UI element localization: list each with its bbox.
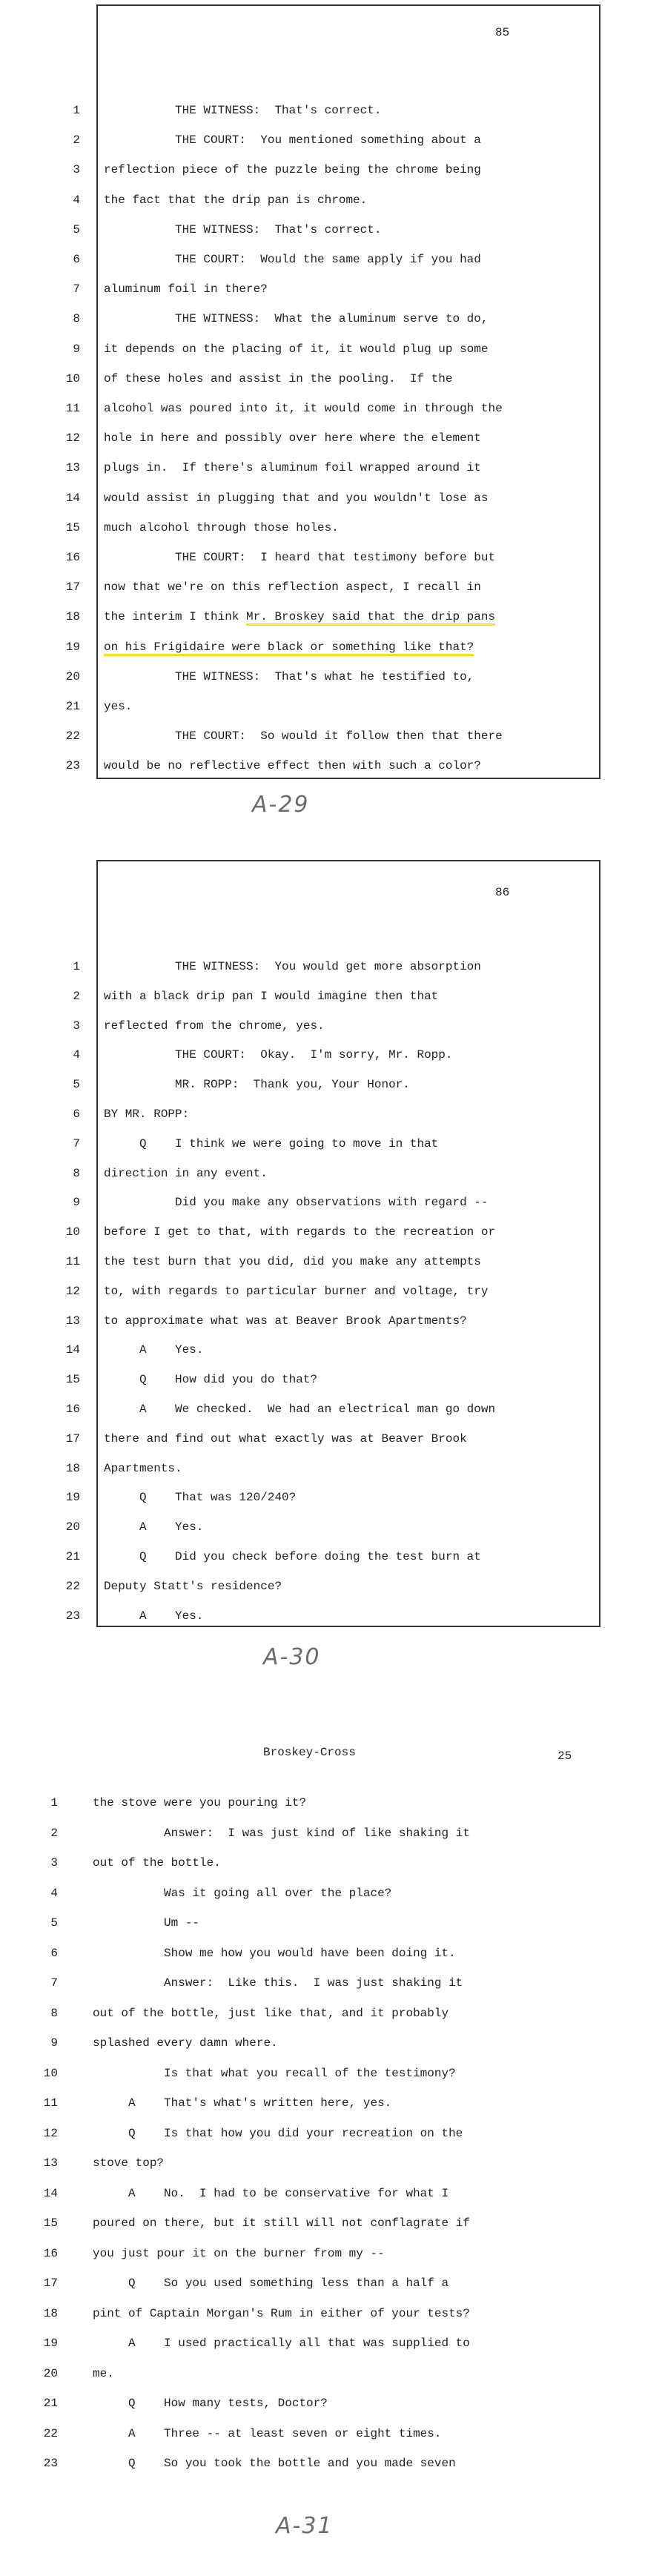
line-text: A We checked. We had an electrical man go down: [104, 1403, 496, 1416]
line-number: 19: [65, 1491, 80, 1505]
line-number: 11: [43, 2096, 58, 2110]
transcript-page-85: [0, 0, 662, 838]
line-text: Q How many tests, Doctor?: [93, 2397, 328, 2410]
line-number: 4: [73, 193, 80, 207]
page-number: 86: [495, 886, 510, 899]
line-number: 4: [50, 1886, 58, 1900]
line-text: Q That was 120/240?: [104, 1491, 297, 1505]
line-number: 13: [65, 1314, 80, 1328]
page-header: Broskey-Cross: [263, 1746, 356, 1759]
line-number: 11: [65, 1255, 80, 1268]
line-number: 1: [73, 960, 80, 973]
line-text: with a black drip pan I would imagine then that: [104, 989, 439, 1003]
line-number: 19: [43, 2337, 58, 2350]
line-number: 7: [73, 282, 80, 297]
line-number: 20: [43, 2366, 58, 2380]
line-text: direction in any event.: [104, 1166, 268, 1180]
line-number: 16: [65, 1403, 80, 1416]
line-text: me.: [93, 2366, 114, 2380]
line-text: stove top?: [93, 2156, 165, 2170]
line-number: 8: [73, 312, 80, 326]
line-number: 16: [43, 2246, 58, 2260]
line-number: 19: [65, 640, 80, 654]
line-text: splashed every damn where.: [93, 2036, 278, 2050]
line-number: 21: [43, 2397, 58, 2410]
line-text: THE COURT: Okay. I'm sorry, Mr. Ropp.: [104, 1048, 453, 1062]
line-number: 3: [73, 1019, 80, 1033]
line-number: 17: [65, 580, 80, 595]
line-number: 15: [65, 520, 80, 534]
line-text: out of the bottle, just like that, and it probably: [93, 2006, 449, 2020]
line-number: 2: [50, 1826, 58, 1840]
line-number: 13: [43, 2156, 58, 2170]
line-number: 8: [73, 1166, 80, 1180]
line-number: 7: [73, 1136, 80, 1150]
line-number: 17: [65, 1431, 80, 1446]
line-number: 4: [73, 1048, 80, 1062]
line-text: Q How did you do that?: [104, 1373, 318, 1387]
line-text: THE WITNESS: What the aluminum serve to do,: [104, 312, 489, 326]
line-text: A Yes.: [104, 1609, 204, 1623]
line-text: the test burn that you did, did you make any attempts: [104, 1255, 481, 1268]
line-text: reflected from the chrome, yes.: [104, 1019, 325, 1033]
transcript-page-25: [0, 1705, 662, 2576]
line-text: A No. I had to be conservative for what I: [93, 2186, 449, 2200]
line-text: Apartments.: [104, 1461, 182, 1475]
line-number: 2: [73, 989, 80, 1003]
line-text: would assist in plugging that and you wouldn't lose as: [104, 491, 489, 505]
line-number: 21: [65, 700, 80, 713]
exhibit-label: A-29: [252, 792, 310, 818]
line-text: THE COURT: So would it follow then that there: [104, 729, 503, 744]
line-number: 10: [65, 371, 80, 385]
line-text: THE WITNESS: You would get more absorption: [104, 960, 481, 973]
line-number: 10: [43, 2066, 58, 2080]
line-number: 11: [65, 402, 80, 415]
line-text: Is that what you recall of the testimony?: [93, 2066, 456, 2080]
line-number: 9: [73, 1196, 80, 1210]
line-number: 12: [43, 2126, 58, 2140]
line-text: before I get to that, with regards to the recreation or: [104, 1225, 496, 1239]
line-number: 22: [43, 2426, 58, 2440]
line-text: Deputy Statt's residence?: [104, 1579, 282, 1593]
line-number: 17: [43, 2277, 58, 2290]
line-text: MR. ROPP: Thank you, Your Honor.: [104, 1078, 410, 1092]
line-text: BY MR. ROPP:: [104, 1107, 190, 1121]
line-number: 10: [65, 1225, 80, 1239]
line-number: 5: [50, 1916, 58, 1930]
line-number: 9: [73, 342, 80, 356]
line-text: A I used practically all that was supplied to: [93, 2337, 470, 2350]
highlighted-line-text: on his Frigidaire were black or something like that?: [104, 640, 474, 656]
exhibit-label: A-30: [263, 1644, 321, 1670]
page-number: 85: [495, 26, 510, 39]
line-text: THE COURT: You mentioned something about a: [104, 133, 481, 148]
line-text: A Yes.: [104, 1520, 204, 1534]
line-text: Q Did you check before doing the test burn at: [104, 1550, 481, 1563]
line-number: 5: [73, 1078, 80, 1092]
line-text: the fact that the drip pan is chrome.: [104, 193, 368, 207]
line-number: 12: [65, 431, 80, 446]
line-number: 22: [65, 1579, 80, 1593]
line-number: 18: [65, 610, 80, 624]
line-text: pint of Captain Morgan's Rum in either of your tests?: [93, 2306, 470, 2320]
line-number: 1: [73, 104, 80, 117]
line-number: 14: [65, 491, 80, 505]
line-text: THE WITNESS: That's correct.: [104, 104, 382, 117]
line-number: 23: [43, 2457, 58, 2470]
line-number: 18: [65, 1461, 80, 1475]
line-number: 3: [73, 163, 80, 177]
line-number: 2: [73, 133, 80, 148]
line-number: 14: [43, 2186, 58, 2200]
line-text: of these holes and assist in the pooling. If the: [104, 371, 453, 385]
line-number: 9: [50, 2036, 58, 2050]
line-text: aluminum foil in there?: [104, 282, 268, 297]
line-text: Um --: [93, 1916, 200, 1930]
line-number: 15: [43, 2216, 58, 2230]
line-text: Was it going all over the place?: [93, 1886, 392, 1900]
line-number: 14: [65, 1343, 80, 1357]
line-number: 20: [65, 1520, 80, 1534]
page-frame: [96, 4, 600, 779]
line-text: Answer: Like this. I was just shaking it: [93, 1976, 463, 1990]
line-text: Answer: I was just kind of like shaking it: [93, 1826, 470, 1840]
line-text: THE COURT: Would the same apply if you had: [104, 253, 481, 266]
line-text: would be no reflective effect then with such a color?: [104, 759, 481, 773]
line-text: plugs in. If there's aluminum foil wrapped around it: [104, 461, 481, 475]
line-text: Show me how you would have been doing it.: [93, 1946, 456, 1960]
line-number: 7: [50, 1976, 58, 1990]
highlighted-line-text: the interim I think Mr. Broskey said that the drip pans: [104, 610, 495, 623]
line-text: reflection piece of the puzzle being the chrome being: [104, 163, 481, 177]
line-number: 12: [65, 1284, 80, 1298]
line-number: 13: [65, 461, 80, 475]
line-number: 18: [43, 2306, 58, 2320]
line-number: 6: [73, 1107, 80, 1121]
line-number: 16: [65, 551, 80, 564]
line-text: THE WITNESS: That's correct.: [104, 222, 382, 236]
line-text: out of the bottle.: [93, 1856, 221, 1870]
line-text: Q I think we were going to move in that: [104, 1136, 439, 1150]
line-number: 23: [65, 759, 80, 773]
line-text: Q So you used something less than a half a: [93, 2277, 449, 2290]
line-text: Q Is that how you did your recreation on the: [93, 2126, 463, 2140]
line-number: 15: [65, 1373, 80, 1387]
page-number: 25: [557, 1749, 572, 1763]
line-number: 20: [65, 669, 80, 683]
line-text: to, with regards to particular burner and voltage, try: [104, 1284, 489, 1298]
line-text: A Three -- at least seven or eight times.: [93, 2426, 442, 2440]
exhibit-label: A-31: [276, 2513, 334, 2539]
line-text: much alcohol through those holes.: [104, 520, 339, 534]
line-number: 21: [65, 1550, 80, 1563]
line-text: there and find out what exactly was at Beaver Brook: [104, 1431, 467, 1446]
line-number: 6: [73, 253, 80, 266]
line-number: 3: [50, 1856, 58, 1870]
line-text: poured on there, but it still will not conflagrate if: [93, 2216, 470, 2230]
line-number: 1: [50, 1796, 58, 1810]
line-text: it depends on the placing of it, it would plug up some: [104, 342, 489, 356]
line-text: yes.: [104, 700, 133, 713]
line-text: the stove were you pouring it?: [93, 1796, 307, 1810]
line-text: hole in here and possibly over here where the element: [104, 431, 481, 446]
page-frame: [96, 860, 600, 1627]
line-text: to approximate what was at Beaver Brook Apartments?: [104, 1314, 467, 1328]
line-text: THE COURT: I heard that testimony before but: [104, 551, 496, 564]
line-text: you just pour it on the burner from my --: [93, 2246, 385, 2260]
line-number: 23: [65, 1609, 80, 1623]
line-text: alcohol was poured into it, it would come in through the: [104, 402, 503, 415]
transcript-page-86: [0, 852, 662, 1690]
line-text: A Yes.: [104, 1343, 204, 1357]
line-text: Did you make any observations with regard --: [104, 1196, 489, 1210]
line-number: 6: [50, 1946, 58, 1960]
line-number: 22: [65, 729, 80, 744]
line-number: 5: [73, 222, 80, 236]
line-number: 8: [50, 2006, 58, 2020]
line-text: A That's what's written here, yes.: [93, 2096, 392, 2110]
line-text: THE WITNESS: That's what he testified to,: [104, 669, 474, 683]
line-text: Q So you took the bottle and you made seven: [93, 2457, 456, 2470]
line-text: now that we're on this reflection aspect, I recall in: [104, 580, 481, 595]
